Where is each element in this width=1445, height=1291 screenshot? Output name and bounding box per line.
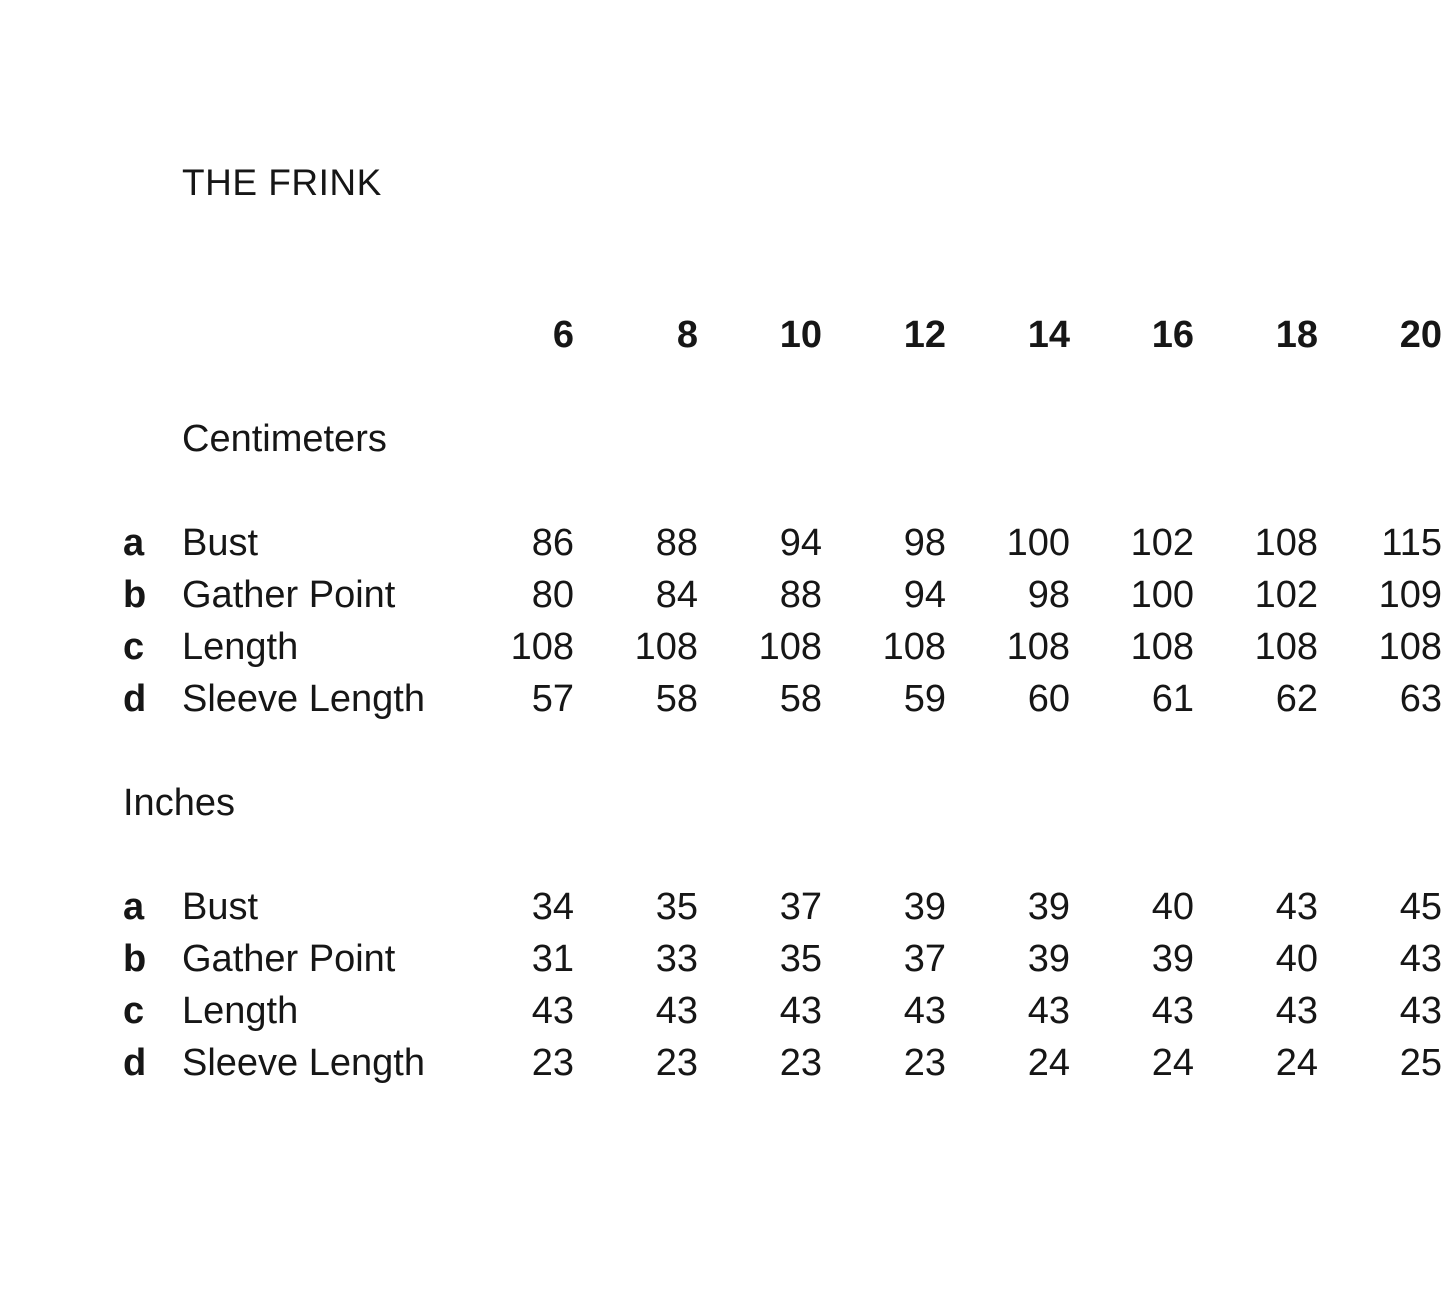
cell-value: 39: [903, 886, 946, 928]
cell-value: 37: [779, 886, 822, 928]
cell-value: 33: [655, 938, 698, 980]
cell-value: 100: [1130, 574, 1194, 616]
cell-value: 39: [1027, 886, 1070, 928]
size-column-header: 18: [1275, 314, 1318, 356]
cell-value: 102: [1130, 522, 1194, 564]
cell-value: 24: [1151, 1042, 1194, 1084]
chart-title: THE FRINK: [182, 162, 382, 203]
cell-value: 60: [1027, 678, 1070, 720]
cell-value: 108: [1254, 626, 1318, 668]
cell-value: 23: [531, 1042, 574, 1084]
cell-value: 39: [1027, 938, 1070, 980]
cell-value: 108: [758, 626, 822, 668]
row-label-sleeve-length: Sleeve Length: [182, 1042, 425, 1084]
cell-value: 86: [531, 522, 574, 564]
cell-value: 23: [779, 1042, 822, 1084]
cell-value: 61: [1151, 678, 1194, 720]
cell-value: 100: [1006, 522, 1070, 564]
spacer-row: [450, 777, 1442, 829]
cell-value: 39: [1151, 938, 1194, 980]
cell-value: 109: [1378, 574, 1442, 616]
spacer-row: [123, 465, 1442, 517]
spacer-row: [123, 829, 1442, 881]
row-label-length: Length: [182, 990, 299, 1032]
size-column-header: 14: [1027, 314, 1070, 356]
row-label-length: Length: [182, 626, 299, 668]
row-letter: b: [123, 938, 147, 980]
cell-value: 80: [531, 574, 574, 616]
section-label-inches: Inches: [123, 782, 235, 824]
cell-value: 43: [531, 990, 574, 1032]
cell-value: 43: [903, 990, 946, 1032]
size-column-header: 6: [552, 314, 574, 356]
cell-value: 35: [779, 938, 822, 980]
size-column-header: 12: [903, 314, 946, 356]
cell-value: 35: [655, 886, 698, 928]
cell-value: 23: [903, 1042, 946, 1084]
cell-value: 108: [634, 626, 698, 668]
cell-value: 43: [1275, 990, 1318, 1032]
cell-value: 45: [1399, 886, 1442, 928]
cell-value: 58: [655, 678, 698, 720]
cell-value: 62: [1275, 678, 1318, 720]
cell-value: 115: [1381, 522, 1442, 564]
cell-value: 43: [1027, 990, 1070, 1032]
cell-value: 108: [1006, 626, 1070, 668]
size-column-header: 20: [1399, 314, 1442, 356]
row-letter: b: [123, 574, 147, 616]
cell-value: 24: [1027, 1042, 1070, 1084]
cell-value: 43: [779, 990, 822, 1032]
size-table: [123, 309, 1442, 1089]
cell-value: 34: [531, 886, 574, 928]
row-label-gather-point: Gather Point: [182, 938, 396, 980]
spacer-row: [123, 361, 1442, 413]
row-label-bust: Bust: [182, 522, 259, 564]
cell-value: 40: [1151, 886, 1194, 928]
section-label-centimeters: Centimeters: [182, 418, 387, 460]
cell-value: 94: [903, 574, 946, 616]
cell-value: 108: [510, 626, 574, 668]
cell-value: 108: [1254, 522, 1318, 564]
cell-value: 108: [1130, 626, 1194, 668]
cell-value: 84: [655, 574, 698, 616]
cell-value: 88: [779, 574, 822, 616]
cell-value: 102: [1254, 574, 1318, 616]
cell-value: 43: [1399, 990, 1442, 1032]
row-label-gather-point: Gather Point: [182, 574, 396, 616]
cell-value: 25: [1399, 1042, 1442, 1084]
row-letter: d: [123, 678, 147, 720]
row-letter: c: [123, 626, 145, 668]
cell-value: 63: [1399, 678, 1442, 720]
row-letter: c: [123, 990, 145, 1032]
cell-value: 24: [1275, 1042, 1318, 1084]
cell-value: 94: [779, 522, 822, 564]
row-letter: a: [123, 522, 145, 564]
row-label-sleeve-length: Sleeve Length: [182, 678, 425, 720]
cell-value: 58: [779, 678, 822, 720]
cell-value: 43: [1275, 886, 1318, 928]
cell-value: 98: [903, 522, 946, 564]
row-letter: d: [123, 1042, 147, 1084]
cell-value: 23: [655, 1042, 698, 1084]
size-column-header: 8: [676, 314, 698, 356]
size-column-header: 16: [1151, 314, 1194, 356]
cell-value: 98: [1027, 574, 1070, 616]
cell-value: 108: [882, 626, 946, 668]
row-letter: a: [123, 886, 145, 928]
cell-value: 37: [903, 938, 946, 980]
cell-value: 108: [1378, 626, 1442, 668]
cell-value: 43: [655, 990, 698, 1032]
cell-value: 40: [1275, 938, 1318, 980]
size-column-header: 10: [779, 314, 822, 356]
cell-value: 43: [1399, 938, 1442, 980]
row-label-bust: Bust: [182, 886, 259, 928]
spacer-row: [450, 413, 1442, 465]
cell-value: 43: [1151, 990, 1194, 1032]
cell-value: 59: [903, 678, 946, 720]
cell-value: 31: [531, 938, 574, 980]
cell-value: 88: [655, 522, 698, 564]
spacer-row: [123, 725, 1442, 777]
cell-value: 57: [531, 678, 574, 720]
